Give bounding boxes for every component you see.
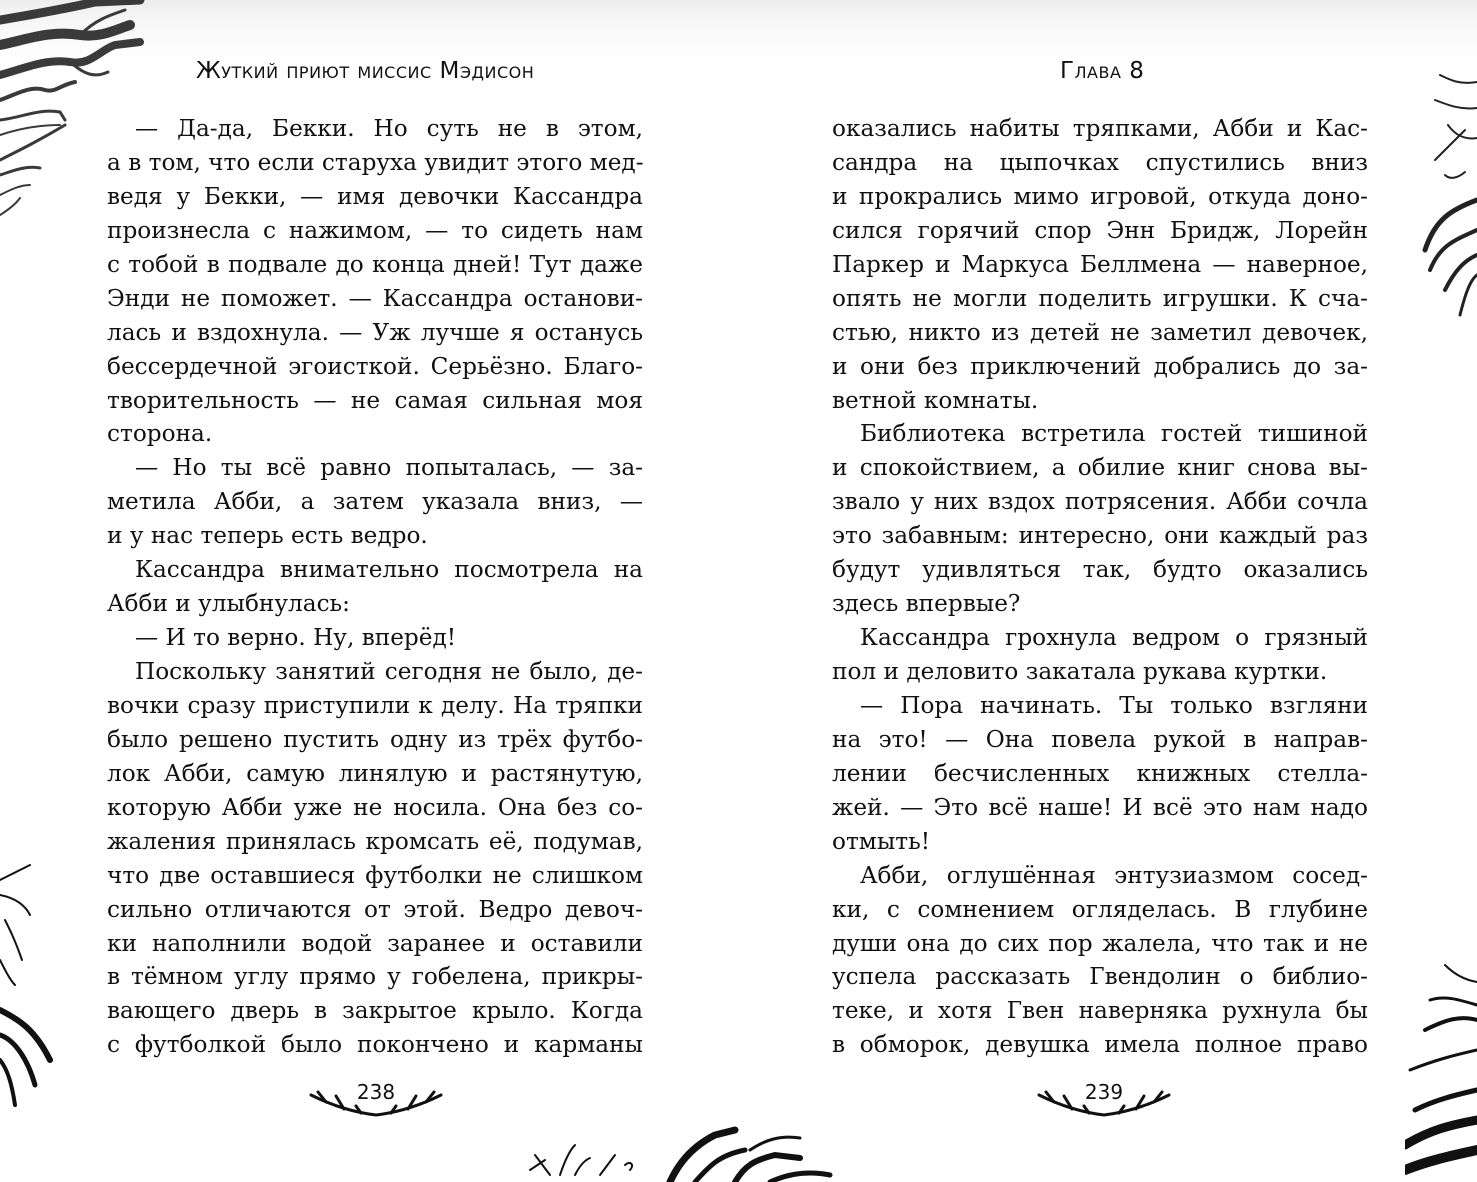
text-line: ки наполнили водой заранее и оставили	[107, 929, 643, 957]
text-line: — Но ты всё равно попыталась, — за-	[135, 454, 643, 482]
text-line: лок Абби, самую линялую и растянутую,	[107, 759, 643, 787]
text-line: Библиотека встретила гостей тишиной	[860, 420, 1368, 448]
body-text	[107, 112, 643, 1062]
text-line: жей. — Это всё наше! И всё это нам надо	[832, 793, 1368, 821]
text-line: в обморок, девушка имела полное право	[832, 1031, 1368, 1059]
text-line: стью, никто из детей не заметил девочек,	[832, 318, 1368, 346]
text-line: опять не могли поделить игрушки. К сча-	[832, 284, 1368, 312]
text-line: сильно отличаются от этой. Ведро девоч-	[107, 895, 643, 923]
page-number: 239	[1084, 1080, 1124, 1104]
text-line: и спокойствием, а обилие книг снова вы-	[832, 454, 1368, 482]
text-line: души она до сих пор жалела, что так и не	[832, 929, 1368, 957]
text-line: и у нас теперь есть ведро.	[107, 522, 428, 550]
text-line: вающего дверь в закрытое крыло. Когда	[107, 997, 643, 1025]
text-line: будут удивляться так, будто оказались	[832, 556, 1368, 584]
text-line: на это! — Она повела рукой в направ-	[832, 725, 1368, 753]
text-line: Абби и улыбнулась:	[107, 590, 350, 618]
right-page	[738, 0, 1477, 1182]
text-line: — И то верно. Ну, вперёд!	[135, 624, 457, 652]
text-line: вочки сразу приступили к делу. На тряпки	[107, 691, 643, 719]
text-line: — Пора начинать. Ты только взгляни	[860, 691, 1368, 719]
text-line: произнесла с нажимом, — то сидеть нам	[107, 216, 643, 244]
text-line: было решено пустить одну из трёх футбо-	[107, 725, 643, 753]
text-line: и прокрались мимо игровой, откуда доно-	[832, 182, 1368, 210]
text-line: жаления принялась кромсать её, подумав,	[107, 827, 643, 855]
text-line: это забавным: интересно, они каждый раз	[832, 522, 1368, 550]
page-folio	[306, 1080, 446, 1120]
running-head-chapter: Глава 8	[1060, 58, 1145, 84]
text-line: Паркер и Маркуса Беллмена — наверное,	[832, 250, 1368, 278]
text-line: Кассандра внимательно посмотрела на	[135, 556, 643, 584]
left-page	[0, 0, 738, 1182]
text-line: Поскольку занятий сегодня не было, де-	[135, 658, 643, 685]
text-line: а в том, что если старуха увидит этого мед-	[107, 148, 644, 176]
text-line: отмыть!	[832, 827, 931, 855]
text-line: Абби, оглушённая энтузиазмом сосед-	[860, 861, 1368, 889]
text-line: метила Абби, а затем указала вниз, —	[107, 488, 643, 516]
running-head-book-title: Жуткий приют миссис Мэдисон	[196, 58, 535, 84]
text-line: теке, и хотя Гвен наверняка рухнула бы	[832, 997, 1368, 1025]
body-text	[832, 112, 1368, 1062]
text-line: — Да-да, Бекки. Но суть не в этом,	[135, 115, 643, 142]
text-line: и они без приключений добрались до за-	[832, 352, 1368, 380]
text-line: которую Абби уже не носила. Она без со-	[107, 793, 643, 821]
text-line: здесь впервые?	[832, 590, 1021, 618]
page-folio	[1034, 1080, 1174, 1120]
text-line: бессердечной эгоисткой. Серьёзно. Благо-	[107, 352, 643, 380]
text-line: ки, с сомнением огляделась. В глубине	[832, 895, 1368, 923]
text-line: что две оставшиеся футболки не слишком	[107, 861, 643, 889]
text-line: успела рассказать Гвендолин о библио-	[832, 963, 1368, 991]
text-line: оказались набиты тряпками, Абби и Кас-	[832, 115, 1368, 142]
text-line: в тёмном углу прямо у гобелена, прикры-	[107, 963, 643, 991]
text-line: пол и деловито закатала рукава куртки.	[832, 658, 1328, 685]
text-line: сторона.	[107, 420, 213, 448]
text-line: лась и вздохнула. — Уж лучше я останусь	[107, 318, 643, 346]
text-line: с футболкой было покончено и карманы	[107, 1031, 643, 1059]
text-line: Кассандра грохнула ведром о грязный	[860, 624, 1368, 652]
text-line: ветной комнаты.	[832, 386, 1039, 414]
text-line: сандра на цыпочках спустились вниз	[832, 148, 1368, 176]
text-line: лении бесчисленных книжных стелла-	[832, 759, 1368, 787]
text-line: звало у них вздох потрясения. Абби сочла	[832, 488, 1368, 516]
text-line: сился горячий спор Энн Бридж, Лорейн	[832, 216, 1368, 244]
text-line: творительность — не самая сильная моя	[107, 386, 643, 414]
text-line: Энди не поможет. — Кассандра останови-	[107, 284, 643, 312]
text-line: ведя у Бекки, — имя девочки Кассандра	[107, 182, 643, 210]
page-number: 238	[356, 1080, 396, 1104]
text-line: с тобой в подвале до конца дней! Тут даже	[107, 250, 643, 278]
